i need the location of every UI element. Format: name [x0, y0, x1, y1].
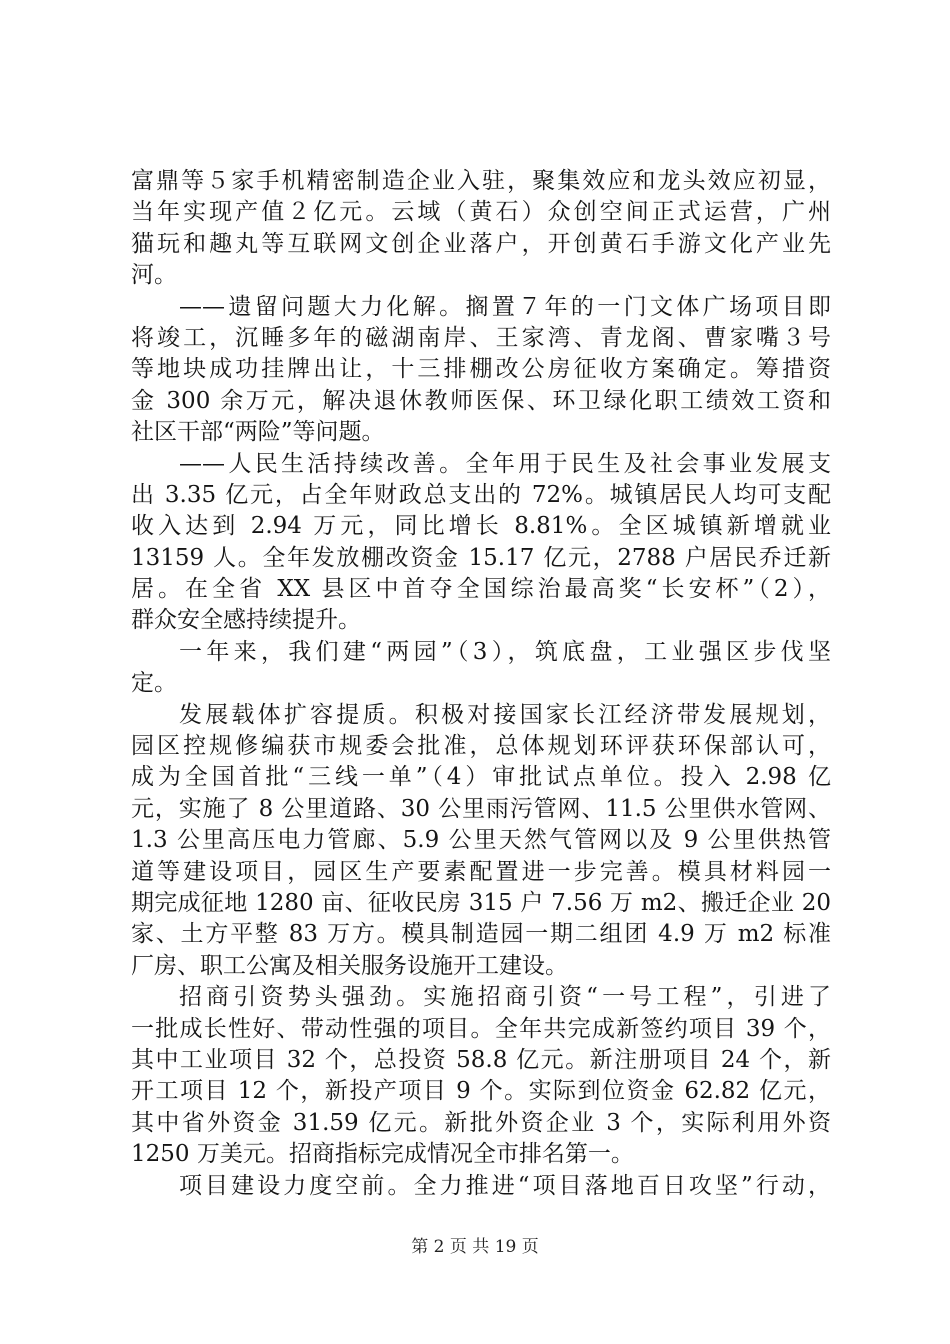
text-line: 招商引资势头强劲。实施招商引资“一号工程”，引进了	[179, 984, 831, 1011]
text-line: 居。在全省 XX 县区中首夺全国综治最高奖“长安杯”（2），	[131, 576, 831, 603]
text-line: 一批成长性好、带动性强的项目。全年共完成新签约项目 39 个，	[131, 1015, 831, 1042]
text-line: 1.3 公里高压电力管廊、5.9 公里天然气管网以及 9 公里供热管	[131, 827, 831, 854]
text-line: 社区干部“两险”等问题。	[131, 419, 385, 446]
text-line: 猫玩和趣丸等互联网文创企业落户，开创黄石手游文化产业先	[131, 230, 831, 257]
text-line: 等地块成功挂牌出让，十三排棚改公房征收方案确定。筹措资	[131, 356, 831, 383]
text-line: 开工项目 12 个，新投产项目 9 个。实际到位资金 62.82 亿元，	[131, 1078, 831, 1105]
text-line: 园区控规修编获市规委会批准，总体规划环评获环保部认可，	[131, 733, 831, 760]
text-line: 河。	[131, 262, 177, 289]
text-line: 定。	[131, 670, 177, 697]
text-line: 道等建设项目，园区生产要素配置进一步完善。模具材料园一	[131, 858, 831, 885]
text-line: 期完成征地 1280 亩、征收民房 315 户 7.56 万 m2、搬迁企业 20	[131, 889, 831, 916]
text-line: 富鼎等５家手机精密制造企业入驻，聚集效应和龙头效应初显，	[131, 168, 831, 194]
document-body	[131, 166, 831, 1202]
text-line: ——人民生活持续改善。全年用于民生及社会事业发展支	[179, 450, 831, 477]
text-line: 收入达到 2.94 万元，同比增长 8.81%。全区城镇新增就业	[131, 513, 831, 540]
text-line: 成为全国首批“三线一单”（4）审批试点单位。投入 2.98 亿	[131, 764, 831, 791]
text-line: 其中工业项目 32 个，总投资 58.8 亿元。新注册项目 24 个，新	[131, 1046, 831, 1073]
text-line: 当年实现产值２亿元。云域（黄石）众创空间正式运营，广州	[131, 199, 831, 226]
text-line: 项目建设力度空前。全力推进“项目落地百日攻坚”行动，	[179, 1172, 831, 1199]
text-line: ——遗留问题大力化解。搁置７年的一门文体广场项目即	[179, 293, 831, 320]
text-line: 1250 万美元。招商指标完成情况全市排名第一。	[131, 1141, 634, 1168]
text-line: 其中省外资金 31.59 亿元。新批外资企业 3 个，实际利用外资	[131, 1109, 831, 1136]
text-line: 厂房、职工公寓及相关服务设施开工建设。	[131, 952, 568, 979]
text-line: 发展载体扩容提质。积极对接国家长江经济带发展规划，	[179, 701, 831, 728]
text-line: 金 300 余万元，解决退休教师医保、环卫绿化职工绩效工资和	[131, 387, 831, 414]
text-line: 将竣工，沉睡多年的磁湖南岸、王家湾、青龙阁、曹家嘴３号	[131, 324, 831, 351]
text-line: 元，实施了 8 公里道路、30 公里雨污管网、11.5 公里供水管网、	[131, 795, 831, 822]
text-line: 群众安全感持续提升。	[131, 607, 361, 634]
text-line: 一年来，我们建“两园”（3），筑底盘，工业强区步伐坚	[179, 638, 831, 665]
text-line: 13159 人。全年发放棚改资金 15.17 亿元，2788 户居民乔迁新	[131, 544, 831, 571]
text-line: 出 3.35 亿元，占全年财政总支出的 72%。城镇居民人均可支配	[131, 481, 831, 508]
text-line: 家、土方平整 83 万方。模具制造园一期二组团 4.9 万 m2 标准	[131, 921, 831, 948]
page-footer: 第 2 页 共 19 页	[411, 1237, 539, 1257]
